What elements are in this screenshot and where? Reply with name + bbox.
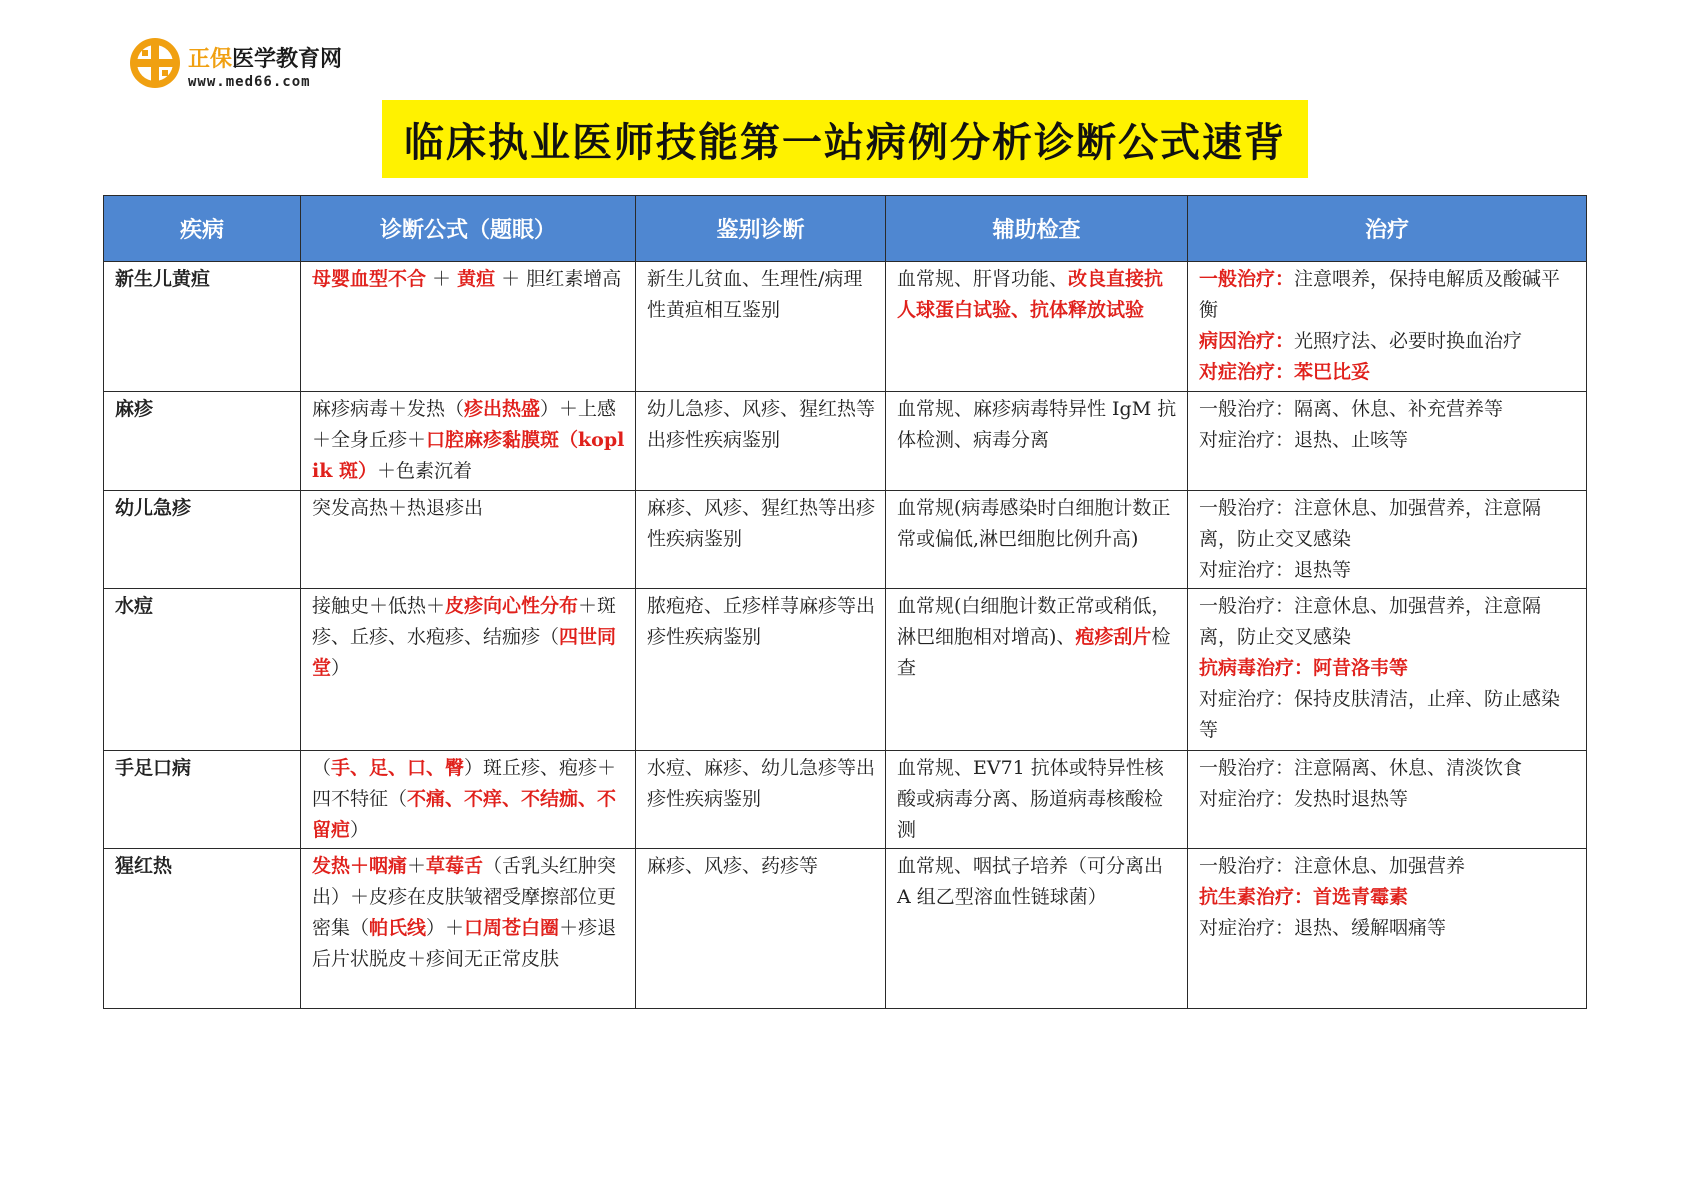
cell-text: 一般治疗：隔离、休息、补充营养等	[1199, 398, 1504, 420]
treatment-cell	[1188, 751, 1587, 849]
cell-text: 血常规、EV71 抗体或特异性核酸或病毒分离、肠道病毒核酸检测	[897, 757, 1164, 841]
cell-text: ＋ 胆红素增高	[495, 268, 622, 290]
highlight-text: 帕氏线	[369, 917, 427, 939]
exam-cell	[886, 849, 1188, 1009]
cell-text: 一般治疗：注意隔离、休息、清淡饮食	[1199, 757, 1523, 779]
cell-line	[897, 591, 1177, 684]
differential-cell	[636, 589, 886, 751]
cell-line	[1199, 913, 1576, 944]
exam-cell	[886, 589, 1188, 751]
highlight-text: 疹出热盛	[464, 398, 541, 420]
highlight-text: 四世同堂	[312, 626, 617, 679]
cell-line	[1199, 326, 1576, 357]
plus-circle-logo-icon	[128, 36, 182, 90]
cell-text: 注意喂养，保持电解质及酸碱平衡	[1199, 268, 1561, 321]
cell-line	[897, 394, 1177, 456]
page-title: 临床执业医师技能第一站病例分析诊断公式速背	[404, 119, 1286, 166]
header-disease: 疾病	[104, 196, 301, 262]
cell-line	[897, 264, 1177, 326]
cell-text: ）＋	[426, 917, 465, 939]
formula-cell	[301, 491, 636, 589]
treatment-cell	[1188, 491, 1587, 589]
formula-cell	[301, 262, 636, 392]
disease-name: 水痘	[104, 589, 301, 751]
cell-text: 血常规、咽拭子培养（可分离出 A 组乙型溶血性链球菌）	[897, 855, 1164, 908]
cell-line	[1199, 493, 1576, 555]
cell-text: ）	[350, 819, 370, 841]
cell-line	[312, 264, 625, 295]
cell-line	[1199, 882, 1576, 913]
cell-line	[1199, 784, 1576, 815]
cell-text: 血常规、肝肾功能、	[897, 268, 1069, 290]
formula-cell	[301, 589, 636, 751]
cell-text: 光照疗法、必要时换血治疗	[1294, 330, 1523, 352]
cell-line	[647, 591, 875, 653]
formula-cell	[301, 751, 636, 849]
cell-line	[647, 493, 875, 555]
disease-name: 麻疹	[104, 392, 301, 491]
cell-line	[897, 753, 1177, 846]
cell-line	[1199, 555, 1576, 586]
cell-line	[897, 851, 1177, 913]
highlight-text: 手、足、口、臀	[331, 757, 465, 779]
header-exam: 辅助检查	[886, 196, 1188, 262]
highlight-text: 口腔麻疹黏膜斑（koplik 斑）	[312, 429, 625, 482]
cell-text: 血常规(病毒感染时白细胞计数正常或偏低,淋巴细胞比例升高)	[897, 497, 1171, 550]
cell-text: （	[312, 757, 332, 779]
cell-text: 对症治疗：退热、止咳等	[1199, 429, 1409, 451]
cell-line	[1199, 264, 1576, 326]
cell-text: 脓疱疮、丘疹样荨麻疹等出疹性疾病鉴别	[647, 595, 876, 648]
treatment-cell	[1188, 849, 1587, 1009]
highlight-text: 抗生素治疗：首选青霉素	[1199, 886, 1409, 908]
cell-line	[1199, 851, 1576, 882]
cell-line	[647, 264, 875, 326]
cell-text: ）	[331, 657, 351, 679]
cell-text: 新生儿贫血、生理性/病理性黄疸相互鉴别	[647, 268, 863, 321]
highlight-text: 口周苍白圈	[464, 917, 560, 939]
treatment-cell	[1188, 392, 1587, 491]
cell-line	[312, 753, 625, 846]
differential-cell	[636, 751, 886, 849]
table-row	[104, 491, 1587, 589]
highlight-text: 黄疸	[457, 268, 496, 290]
diagnosis-table	[103, 195, 1587, 1009]
site-logo	[128, 36, 358, 98]
cell-line	[647, 394, 875, 456]
cell-text: ＋色素沉着	[377, 460, 473, 482]
cell-text: 接触史＋低热＋	[312, 595, 446, 617]
exam-cell	[886, 392, 1188, 491]
cell-line	[1199, 357, 1576, 388]
disease-name: 猩红热	[104, 849, 301, 1009]
cell-text: ＋斑疹、丘疹、水疱疹、结痂疹（	[312, 595, 617, 648]
treatment-cell	[1188, 262, 1587, 392]
highlight-text: 抗病毒治疗：阿昔洛韦等	[1199, 657, 1409, 679]
exam-cell	[886, 751, 1188, 849]
disease-name: 幼儿急疹	[104, 491, 301, 589]
table-row	[104, 751, 1587, 849]
cell-text: ＋疹退后片状脱皮＋疹间无正常皮肤	[312, 917, 617, 970]
disease-name: 手足口病	[104, 751, 301, 849]
cell-text: 对症治疗：退热等	[1199, 559, 1352, 581]
highlight-text: 皮疹向心性分布	[445, 595, 579, 617]
cell-line	[1199, 653, 1576, 684]
cell-line	[647, 851, 875, 882]
highlight-text: 疱疹刮片	[1075, 626, 1152, 648]
cell-text: 一般治疗：注意休息、加强营养，注意隔离，防止交叉感染	[1199, 595, 1542, 648]
cell-line	[1199, 753, 1576, 784]
highlight-text: 改良直接抗人球蛋白试验、抗体释放试验	[897, 268, 1164, 321]
differential-cell	[636, 262, 886, 392]
cell-text: 麻疹、风疹、猩红热等出疹性疾病鉴别	[647, 497, 876, 550]
highlight-text: 发热＋咽痛	[312, 855, 408, 877]
highlight-text: 病因治疗：	[1199, 330, 1295, 352]
exam-cell	[886, 262, 1188, 392]
formula-cell	[301, 392, 636, 491]
title-banner	[382, 100, 1308, 178]
header-differential: 鉴别诊断	[636, 196, 886, 262]
cell-text: 对症治疗：发热时退热等	[1199, 788, 1409, 810]
cell-text: （舌乳头红肿突出）＋皮疹在皮肤皱褶受摩擦部位更密集（	[312, 855, 617, 939]
header-formula: 诊断公式（题眼）	[301, 196, 636, 262]
treatment-cell	[1188, 589, 1587, 751]
table-row	[104, 262, 1587, 392]
logo-brand: 正保	[188, 47, 233, 72]
header-treatment: 治疗	[1188, 196, 1587, 262]
differential-cell	[636, 392, 886, 491]
cell-text: 麻疹病毒＋发热（	[312, 398, 465, 420]
logo-name	[188, 42, 342, 73]
cell-text: 幼儿急疹、风疹、猩红热等出疹性疾病鉴别	[647, 398, 876, 451]
cell-line	[312, 591, 625, 684]
highlight-text: 一般治疗：	[1199, 268, 1295, 290]
table-header-row	[104, 196, 1587, 262]
cell-line	[1199, 684, 1576, 746]
table-row	[104, 849, 1587, 1009]
cell-line	[1199, 591, 1576, 653]
cell-line	[897, 493, 1177, 555]
table-row	[104, 589, 1587, 751]
cell-text: 一般治疗：注意休息、加强营养，注意隔离，防止交叉感染	[1199, 497, 1542, 550]
cell-text: 突发高热＋热退疹出	[312, 497, 484, 519]
cell-text: 水痘、麻疹、幼儿急疹等出疹性疾病鉴别	[647, 757, 876, 810]
exam-cell	[886, 491, 1188, 589]
differential-cell	[636, 849, 886, 1009]
cell-text: 麻疹、风疹、药疹等	[647, 855, 819, 877]
highlight-text: 草莓舌	[426, 855, 484, 877]
differential-cell	[636, 491, 886, 589]
logo-name-rest: 医学教育网	[232, 47, 343, 72]
highlight-text: 对症治疗：苯巴比妥	[1199, 361, 1371, 383]
cell-line	[312, 493, 625, 524]
cell-line	[312, 394, 625, 487]
cell-text: ＋	[426, 268, 458, 290]
cell-text: 血常规(白细胞计数正常或稍低，淋巴细胞相对增高)、	[897, 595, 1171, 648]
disease-name: 新生儿黄疸	[104, 262, 301, 392]
table-row	[104, 392, 1587, 491]
highlight-text: 母婴血型不合	[312, 268, 427, 290]
cell-text: ）斑丘疹、疱疹＋四不特征（	[312, 757, 617, 810]
cell-line	[647, 753, 875, 815]
cell-text: 一般治疗：注意休息、加强营养	[1199, 855, 1466, 877]
logo-url: www.med66.com	[188, 74, 311, 90]
cell-text: ＋	[407, 855, 427, 877]
cell-line	[1199, 425, 1576, 456]
cell-line	[312, 851, 625, 975]
cell-text: ）＋上感＋全身丘疹＋	[312, 398, 617, 451]
formula-cell	[301, 849, 636, 1009]
cell-text: 对症治疗：退热、缓解咽痛等	[1199, 917, 1447, 939]
cell-text: 检查	[897, 626, 1171, 679]
cell-text: 血常规、麻疹病毒特异性 IgM 抗体检测、病毒分离	[897, 398, 1177, 451]
cell-text: 对症治疗：保持皮肤清洁，止痒、防止感染等	[1199, 688, 1561, 741]
highlight-text: 不痛、不痒、不结痂、不留疤	[312, 788, 617, 841]
cell-line	[1199, 394, 1576, 425]
